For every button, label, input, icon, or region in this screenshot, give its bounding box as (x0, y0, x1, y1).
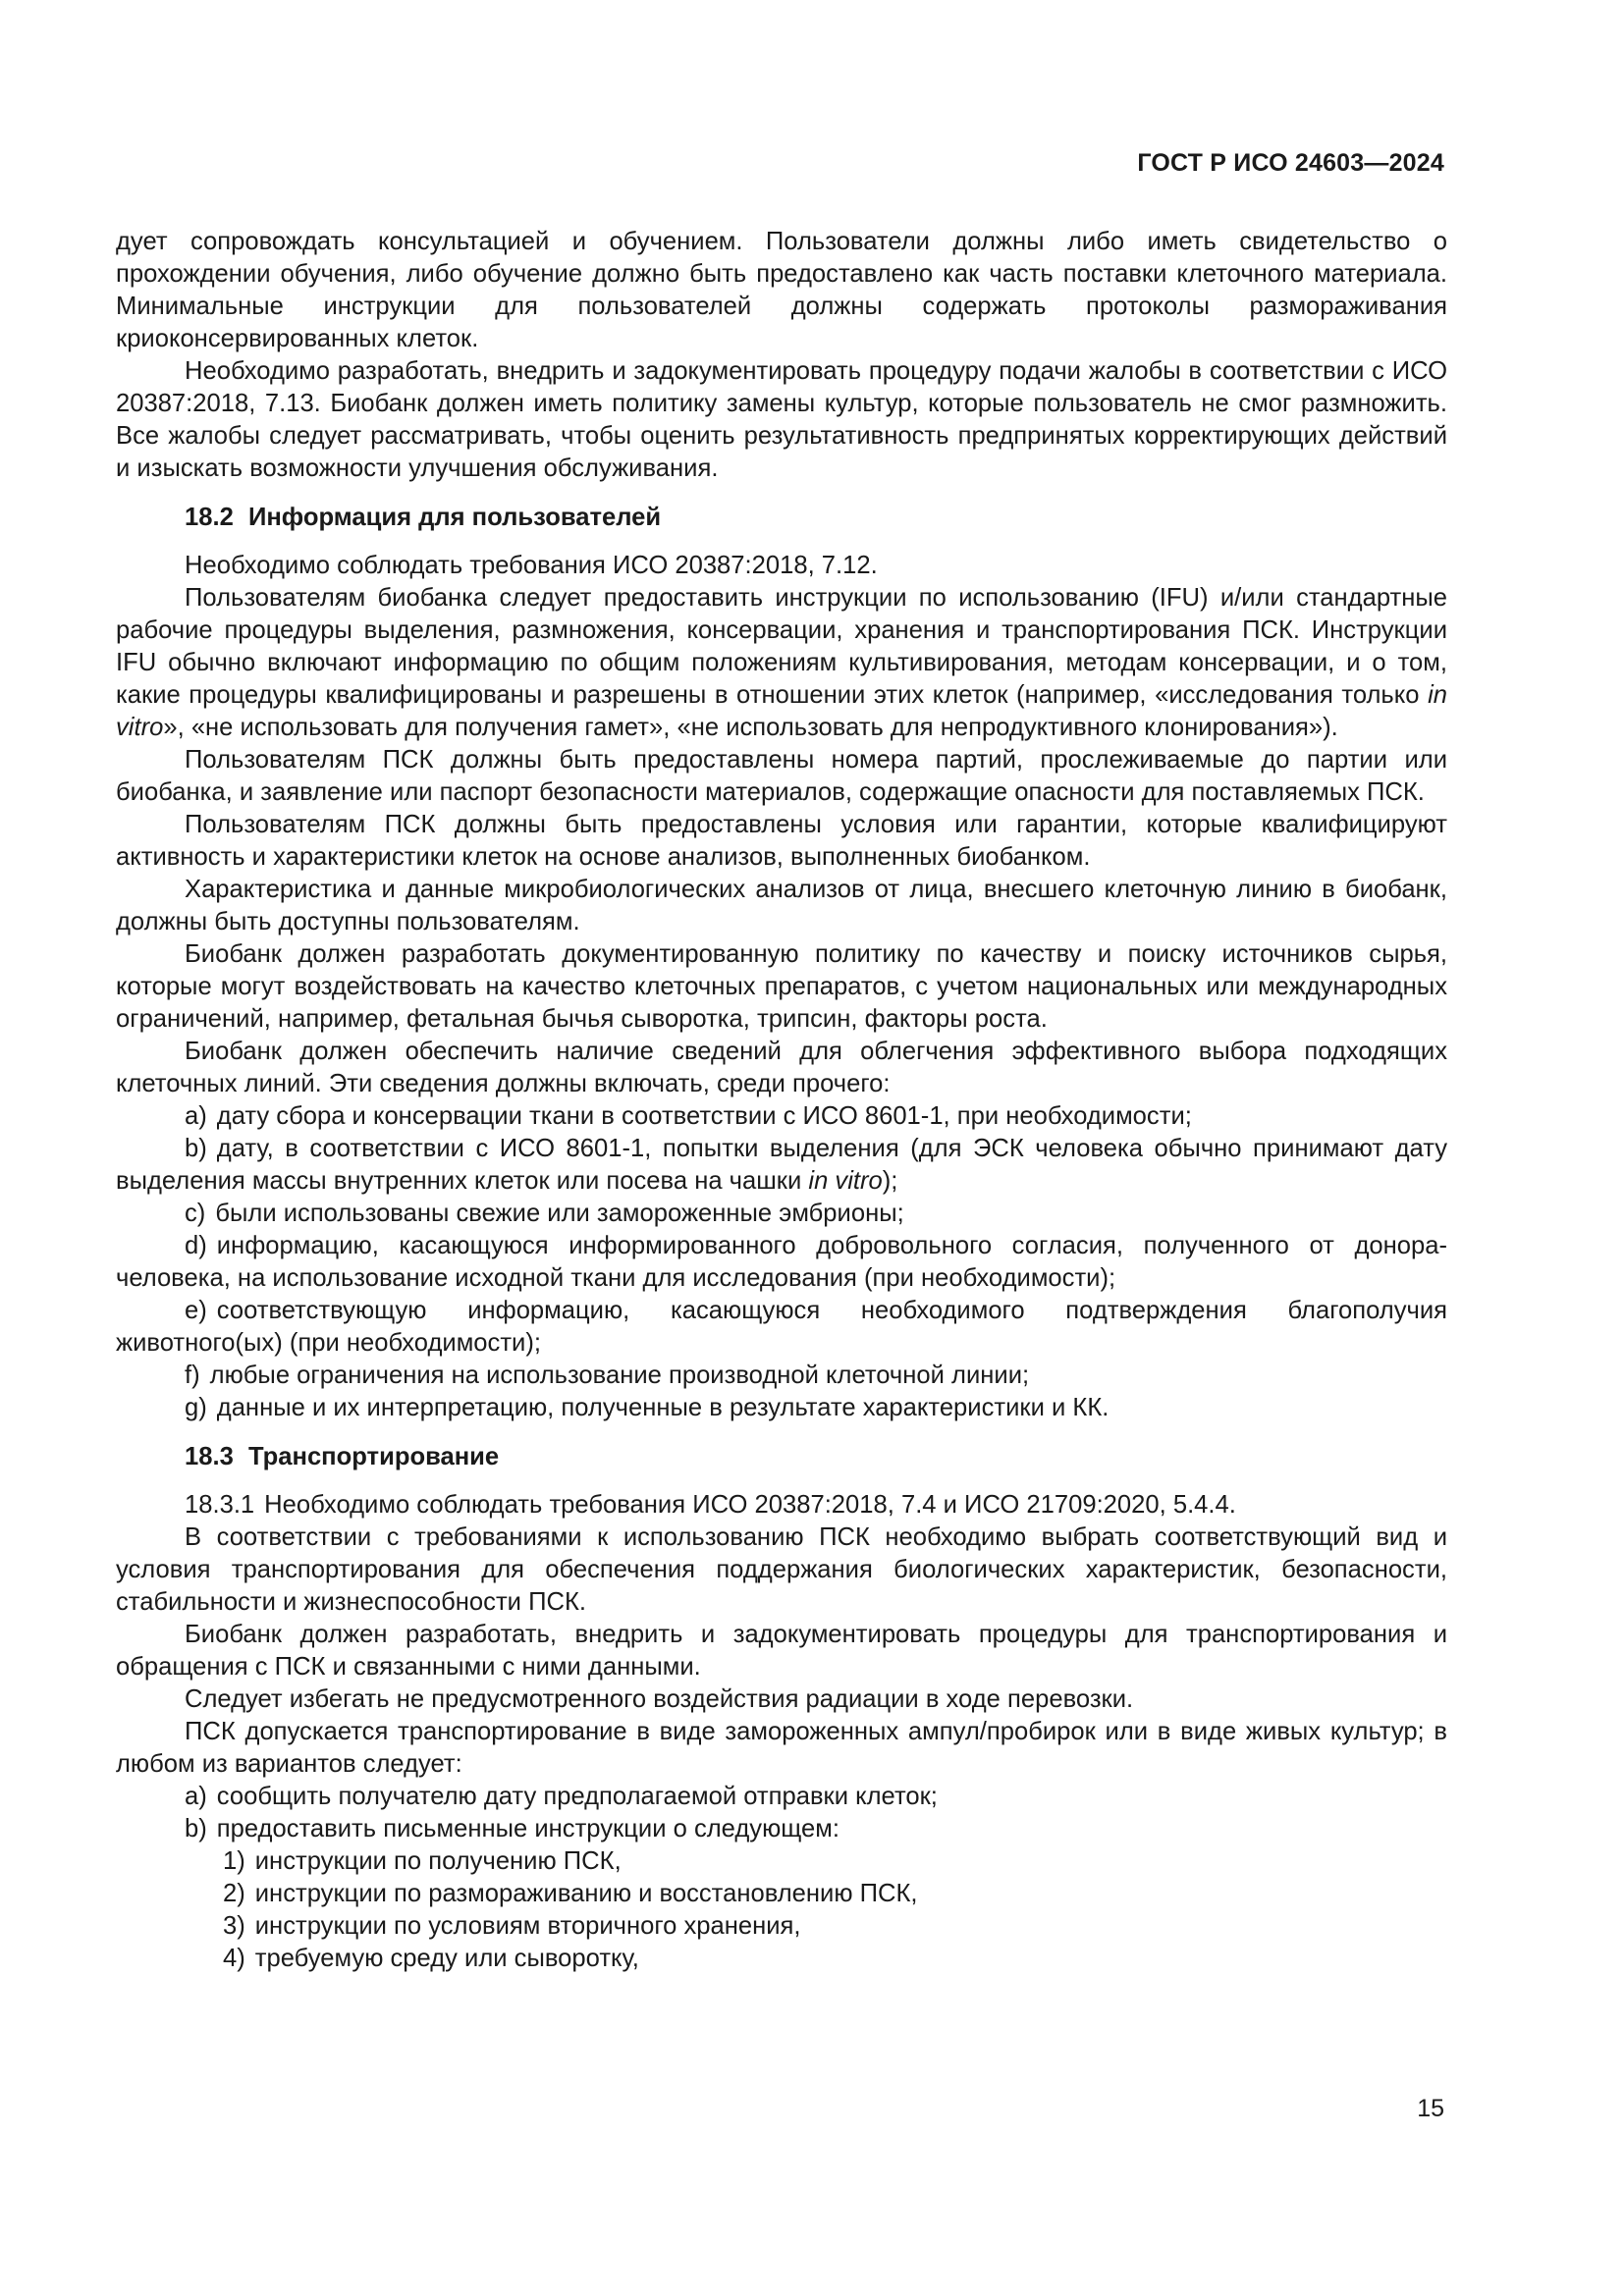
paragraph: дует сопровождать консультацией и обучением. Пользователи должны либо иметь свидетельство о прохождении обучения, либо обучение должно быть предоставлено как часть поставки клеточного материала. Минимальные инструкции для пользователей должны содержать протоколы размораживания криоконсервированных клеток. (116, 228, 1447, 352)
section-number: 18.3 (185, 1443, 234, 1470)
list-item: c) были использованы свежие или замороженные эмбрионы; (185, 1200, 904, 1227)
sub-list-item: 2) инструкции по размораживанию и восстановлению ПСК, (223, 1880, 918, 1907)
paragraph: Биобанк должен разработать, внедрить и задокументировать процедуры для транспортирования и обращения с ПСК и связанными с ними данными. (116, 1621, 1447, 1681)
page-body (116, 226, 1447, 1975)
sub-list-item: 1) инструкции по получению ПСК, (223, 1847, 622, 1875)
paragraph: Необходимо разработать, внедрить и задокументировать процедуру подачи жалобы в соответствии с ИСО 20387:2018, 7.13. Биобанк должен иметь политику замены культур, которые пользователь не смог размножить. Все жалобы следует рассматривать, чтобы оценить результативность предпринятых корректирующих действий и изыскать возможности улучшения обслуживания. (116, 357, 1447, 482)
paragraph: В соответствии с требованиями к использованию ПСК необходимо выбрать соответствующий вид и условия транспортирования для обеспечения поддержания биологических характеристик, безопасности, стабильности и жизнеспособности ПСК. (116, 1523, 1447, 1616)
section-heading-18-2 (116, 502, 1447, 534)
list-item: f) любые ограничения на использование производной клеточной линии; (185, 1362, 1030, 1389)
sub-list-item: 4) требуемую среду или сыворотку, (223, 1945, 639, 1972)
section-title: Информация для пользователей (247, 504, 662, 531)
paragraph: Биобанк должен разработать документированную политику по качеству и поиску источников сырья, которые могут воздействовать на качество клеточных препаратов, с учетом национальных или международных ограничений, например, фетальная бычья сыворотка, трипсин, факторы роста. (116, 940, 1447, 1033)
list-item: g) данные и их интерпретацию, полученные в результате характеристики и КК. (185, 1394, 1110, 1421)
paragraph: Пользователям ПСК должны быть предоставлены условия или гарантии, которые квалифицируют активность и характеристики клеток на основе анализов, выполненных биобанком. (116, 811, 1447, 871)
list-item: a) сообщить получателю дату предполагаемой отправки клеток; (185, 1783, 938, 1810)
document-header: ГОСТ Р ИСО 24603—2024 (1137, 149, 1444, 177)
page-number: 15 (1417, 2095, 1444, 2122)
section-title: Транспортирование (247, 1443, 500, 1470)
paragraph: Биобанк должен обеспечить наличие сведений для облегчения эффективного выбора подходящих клеточных линий. Эти сведения должны включать, среди прочего: (116, 1038, 1447, 1097)
paragraph: Следует избегать не предусмотренного воздействия радиации в ходе перевозки. (185, 1685, 1134, 1713)
list-item: b) предоставить письменные инструкции о следующем: (185, 1815, 839, 1842)
list-item: b) дату, в соответствии с ИСО 8601-1, попытки выделения (для ЭСК человека обычно принимают дату выделения массы внутренних клеток или посева на чашки in vitro); (116, 1135, 1447, 1195)
paragraph: Пользователям биобанка следует предоставить инструкции по использованию (IFU) и/или стандартные рабочие процедуры выделения, размножения, консервации, хранения и транспортирования ПСК. Инструкции IFU обычно включают информацию по общим положениям культивирования, методам консервации, и о том, какие процедуры квалифицированы и разрешены в отношении этих клеток (например, «исследования только in vitro», «не использовать для получения гамет», «не использовать для непродуктивного клонирования»). (116, 584, 1447, 741)
list-item: d) информацию, касающуюся информированного добровольного согласия, полученного от донора-человека, на использование исходной ткани для исследования (при необходимости); (116, 1232, 1447, 1292)
list-item: e) соответствующую информацию, касающуюся необходимого подтверждения благополучия животного(ых) (при необходимости); (116, 1297, 1447, 1357)
sub-list-item: 3) инструкции по условиям вторичного хранения, (223, 1912, 801, 1940)
section-number: 18.2 (185, 504, 234, 531)
paragraph: 18.3.1 Необходимо соблюдать требования ИСО 20387:2018, 7.4 и ИСО 21709:2020, 5.4.4. (185, 1491, 1236, 1519)
paragraph: Характеристика и данные микробиологических анализов от лица, внесшего клеточную линию в биобанк, должны быть доступны пользователям. (116, 876, 1447, 935)
list-item: a) дату сбора и консервации ткани в соответствии с ИСО 8601-1, при необходимости; (185, 1102, 1192, 1130)
paragraph: Необходимо соблюдать требования ИСО 20387:2018, 7.12. (185, 552, 878, 579)
paragraph: ПСК допускается транспортирование в виде замороженных ампул/пробирок или в виде живых культур; в любом из вариантов следует: (116, 1718, 1447, 1778)
section-heading-18-3 (116, 1441, 1447, 1473)
paragraph: Пользователям ПСК должны быть предоставлены номера партий, прослеживаемые до партии или биобанка, и заявление или паспорт безопасности материалов, содержащие опасности для поставляемых ПСК. (116, 746, 1447, 806)
